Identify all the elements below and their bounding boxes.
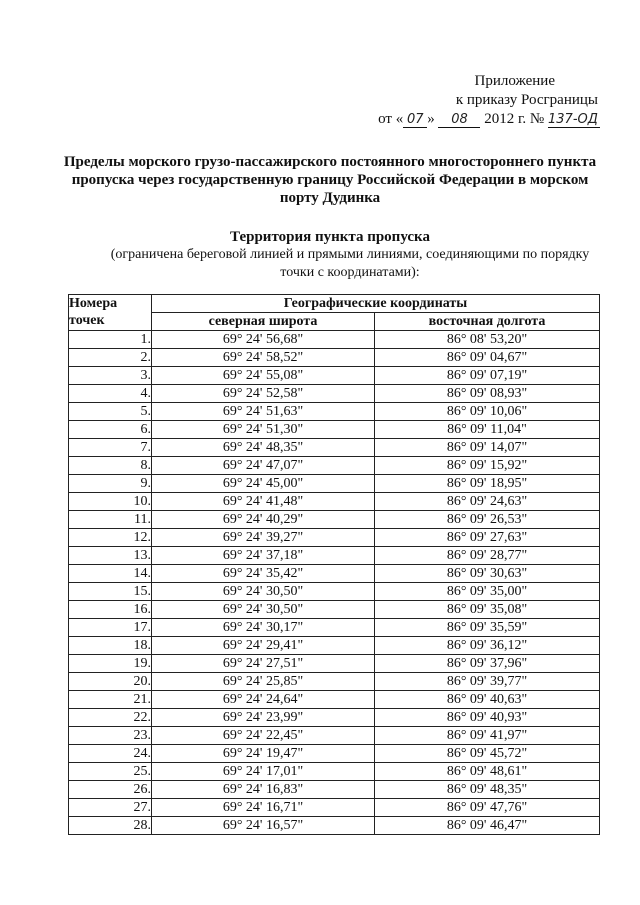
longitude-cell: 86° 09' 18,95" <box>375 475 600 493</box>
table-row <box>69 457 600 475</box>
coordinates-table <box>68 294 600 835</box>
latitude-cell: 69° 24' 56,68" <box>152 331 375 349</box>
table-row <box>69 403 600 421</box>
latitude-cell: 69° 24' 52,58" <box>152 385 375 403</box>
annex-order-ref: к приказу Росграницы <box>455 92 598 108</box>
table-row <box>69 619 600 637</box>
longitude-cell: 86° 09' 08,93" <box>375 385 600 403</box>
longitude-cell: 86° 09' 46,47" <box>375 817 600 835</box>
point-number-cell: 14. <box>69 565 152 583</box>
section-note: (ограничена береговой линией и прямыми линиями, соединяющими по порядку точки с координатами): <box>110 247 590 280</box>
latitude-cell: 69° 24' 58,52" <box>152 349 375 367</box>
latitude-cell: 69° 24' 16,83" <box>152 781 375 799</box>
header-point-number: Номера точек <box>69 295 152 331</box>
point-number-cell: 3. <box>69 367 152 385</box>
header-latitude: северная широта <box>152 313 375 331</box>
latitude-cell: 69° 24' 47,07" <box>152 457 375 475</box>
table-row <box>69 439 600 457</box>
table-row <box>69 691 600 709</box>
point-number-cell: 10. <box>69 493 152 511</box>
longitude-cell: 86° 09' 27,63" <box>375 529 600 547</box>
latitude-cell: 69° 24' 30,50" <box>152 583 375 601</box>
latitude-cell: 69° 24' 30,17" <box>152 619 375 637</box>
table-row <box>69 529 600 547</box>
longitude-cell: 86° 09' 11,04" <box>375 421 600 439</box>
table-row <box>69 799 600 817</box>
table-row <box>69 709 600 727</box>
table-row <box>69 601 600 619</box>
annex-block <box>360 72 600 129</box>
longitude-cell: 86° 09' 24,63" <box>375 493 600 511</box>
point-number-cell: 13. <box>69 547 152 565</box>
table-row <box>69 763 600 781</box>
table-row <box>69 583 600 601</box>
section-heading: Территория пункта пропуска <box>230 229 430 245</box>
latitude-cell: 69° 24' 24,64" <box>152 691 375 709</box>
point-number-cell: 26. <box>69 781 152 799</box>
document-title: Пределы морского грузо-пассажирского постоянного многостороннего пункта пропуска через государственную границу Российской Федерации в морском порту Дудинка <box>63 154 597 206</box>
point-number-cell: 17. <box>69 619 152 637</box>
longitude-cell: 86° 09' 48,61" <box>375 763 600 781</box>
latitude-cell: 69° 24' 22,45" <box>152 727 375 745</box>
table-row <box>69 637 600 655</box>
point-number-cell: 19. <box>69 655 152 673</box>
latitude-cell: 69° 24' 27,51" <box>152 655 375 673</box>
longitude-cell: 86° 09' 14,07" <box>375 439 600 457</box>
point-number-cell: 16. <box>69 601 152 619</box>
point-number-cell: 28. <box>69 817 152 835</box>
point-number-cell: 23. <box>69 727 152 745</box>
table-row <box>69 817 600 835</box>
latitude-cell: 69° 24' 29,41" <box>152 637 375 655</box>
table-row <box>69 781 600 799</box>
latitude-cell: 69° 24' 30,50" <box>152 601 375 619</box>
latitude-cell: 69° 24' 40,29" <box>152 511 375 529</box>
point-number-cell: 1. <box>69 331 152 349</box>
longitude-cell: 86° 09' 07,19" <box>375 367 600 385</box>
latitude-cell: 69° 24' 51,30" <box>152 421 375 439</box>
latitude-cell: 69° 24' 19,47" <box>152 745 375 763</box>
longitude-cell: 86° 09' 26,53" <box>375 511 600 529</box>
date-quote-close: » <box>427 111 435 127</box>
longitude-cell: 86° 09' 48,35" <box>375 781 600 799</box>
longitude-cell: 86° 09' 35,00" <box>375 583 600 601</box>
longitude-cell: 86° 09' 36,12" <box>375 637 600 655</box>
date-year: 2012 г. № <box>484 111 545 127</box>
point-number-cell: 11. <box>69 511 152 529</box>
longitude-cell: 86° 09' 41,97" <box>375 727 600 745</box>
point-number-cell: 24. <box>69 745 152 763</box>
longitude-cell: 86° 09' 45,72" <box>375 745 600 763</box>
table-row <box>69 565 600 583</box>
header-geo-coordinates: Географические координаты <box>152 295 600 313</box>
latitude-cell: 69° 24' 35,42" <box>152 565 375 583</box>
longitude-cell: 86° 09' 40,93" <box>375 709 600 727</box>
annex-date-number <box>360 110 600 129</box>
longitude-cell: 86° 09' 10,06" <box>375 403 600 421</box>
longitude-cell: 86° 08' 53,20" <box>375 331 600 349</box>
longitude-cell: 86° 09' 15,92" <box>375 457 600 475</box>
handwritten-order-number: 137-ОД <box>548 112 600 128</box>
longitude-cell: 86° 09' 40,63" <box>375 691 600 709</box>
table-row <box>69 367 600 385</box>
point-number-cell: 15. <box>69 583 152 601</box>
table-row <box>69 727 600 745</box>
latitude-cell: 69° 24' 51,63" <box>152 403 375 421</box>
point-number-cell: 27. <box>69 799 152 817</box>
table-row <box>69 673 600 691</box>
date-prefix: от « <box>378 111 404 127</box>
coordinates-body <box>69 331 600 835</box>
latitude-cell: 69° 24' 55,08" <box>152 367 375 385</box>
table-row <box>69 331 600 349</box>
longitude-cell: 86° 09' 35,08" <box>375 601 600 619</box>
latitude-cell: 69° 24' 16,71" <box>152 799 375 817</box>
latitude-cell: 69° 24' 45,00" <box>152 475 375 493</box>
table-row <box>69 385 600 403</box>
latitude-cell: 69° 24' 17,01" <box>152 763 375 781</box>
table-row <box>69 655 600 673</box>
table-row <box>69 745 600 763</box>
longitude-cell: 86° 09' 04,67" <box>375 349 600 367</box>
longitude-cell: 86° 09' 30,63" <box>375 565 600 583</box>
point-number-cell: 9. <box>69 475 152 493</box>
table-row <box>69 547 600 565</box>
longitude-cell: 86° 09' 37,96" <box>375 655 600 673</box>
header-longitude: восточная долгота <box>375 313 600 331</box>
point-number-cell: 8. <box>69 457 152 475</box>
point-number-cell: 12. <box>69 529 152 547</box>
point-number-cell: 7. <box>69 439 152 457</box>
latitude-cell: 69° 24' 16,57" <box>152 817 375 835</box>
latitude-cell: 69° 24' 25,85" <box>152 673 375 691</box>
table-row <box>69 421 600 439</box>
table-row <box>69 475 600 493</box>
latitude-cell: 69° 24' 48,35" <box>152 439 375 457</box>
table-row <box>69 511 600 529</box>
point-number-cell: 20. <box>69 673 152 691</box>
handwritten-day: 07 <box>403 112 427 128</box>
point-number-cell: 5. <box>69 403 152 421</box>
point-number-cell: 6. <box>69 421 152 439</box>
point-number-cell: 25. <box>69 763 152 781</box>
latitude-cell: 69° 24' 37,18" <box>152 547 375 565</box>
point-number-cell: 22. <box>69 709 152 727</box>
point-number-cell: 4. <box>69 385 152 403</box>
latitude-cell: 69° 24' 41,48" <box>152 493 375 511</box>
point-number-cell: 21. <box>69 691 152 709</box>
handwritten-month: 08 <box>438 112 480 128</box>
table-row <box>69 349 600 367</box>
latitude-cell: 69° 24' 39,27" <box>152 529 375 547</box>
point-number-cell: 2. <box>69 349 152 367</box>
point-number-cell: 18. <box>69 637 152 655</box>
longitude-cell: 86° 09' 47,76" <box>375 799 600 817</box>
longitude-cell: 86° 09' 28,77" <box>375 547 600 565</box>
latitude-cell: 69° 24' 23,99" <box>152 709 375 727</box>
longitude-cell: 86° 09' 39,77" <box>375 673 600 691</box>
annex-title: Приложение <box>474 73 555 89</box>
table-row <box>69 493 600 511</box>
longitude-cell: 86° 09' 35,59" <box>375 619 600 637</box>
